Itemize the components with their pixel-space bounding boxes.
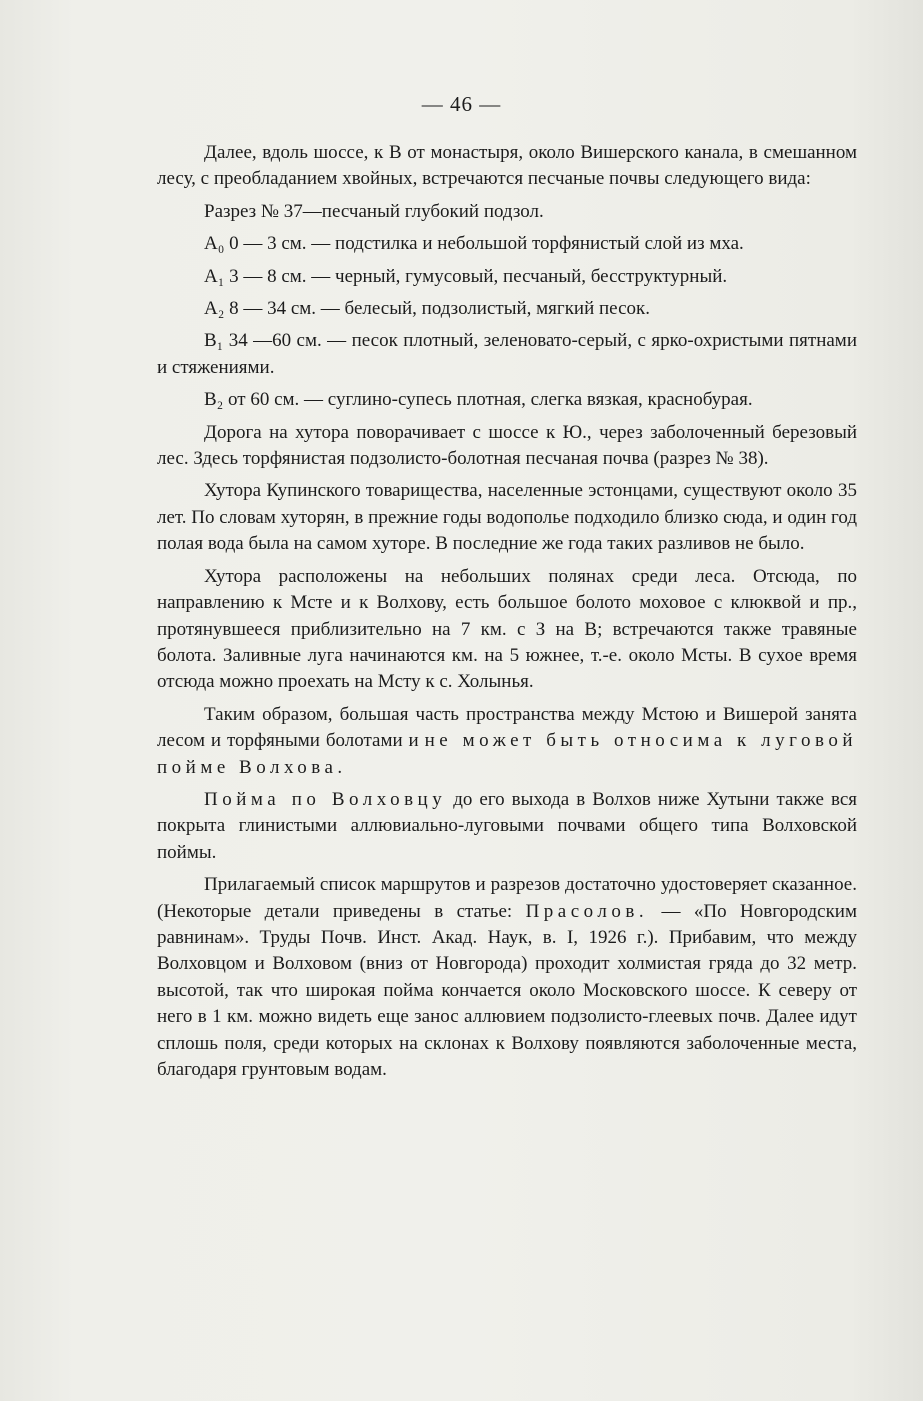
paragraph-12-text: до его выхода в Волхов ниже Хутыни также вся покрыта глинистыми аллювиально-луговыми почвами общего типа Волховской поймы. [157,788,858,863]
spaced-emphasis: Пойма по Волховцу [204,788,447,810]
paragraph-4: А₁ 3 — 8 см. — черный, гумусовый, песчаный, бесструктурный. [204,265,728,287]
paragraph-3: А₀ 0 — 3 см. — подстилка и небольшой торфянистый слой из мха. [204,233,744,255]
paragraph-13-text-continued: — «По Новгородским равнинам». Труды Почв. Инст. Акад. Наук, в. I, 1926 г.). Прибавим, что между Волховцом и Волховом (вниз от Новгорода) проходит холмистая гряда до 32 метр. высотой, так что широкая пойма кончается около Московского шоссе. К северу от него в 1 км. можно видеть еще занос аллювием подзолисто-глеевых почв. Далее идут сплошь поля, среди которых на склонах к Волхову появляются заболоченные места, благодаря грунтовым водам. [157,900,857,1080]
page-number: — 46 — [421,92,502,116]
paragraph-7: В₂ от 60 см. — суглино-супесь плотная, слегка вязкая, краснобурая. [204,389,753,411]
paragraph-11 [157,702,857,781]
author-name: Прасолов. [525,900,649,922]
body-text [157,140,857,1089]
paragraph-13-text: Прилагаемый список маршрутов и разрезов достаточно удостоверяет сказанное. (Некоторые детали приведены в статье: [157,874,857,922]
paragraph-11-text: Таким образом, большая часть пространства между Мстою и Вишерой занята лесом и торфяными болотами и [157,703,857,752]
paragraph-8: Дорога на хутора поворачивает с шоссе к Ю., через заболоченный березовый лес. Здесь торфянистая подзолисто-болотная песчаная почва (разрез № 38). [157,421,857,470]
paragraph-10: Хутора расположены на небольших полянах среди леса. Отсюда, по направлению к Мсте и к Волхову, есть большое болото моховое с клюквой и пр., протянувшееся приблизительно на 7 км. с З на В; встречаются также травяные болота. Заливные луга начинаются км. на 5 южнее, т.-е. около Мсты. В сухое время отсюда можно проехать на Мсту к с. Холынья. [157,565,857,693]
paragraph-13 [157,872,857,1083]
paragraph-12 [157,787,857,866]
spaced-emphasis: не может быть относима к луговой пойме Волхова. [157,730,857,778]
paragraph-2: Разрез № 37—песчаный глубокий подзол. [204,200,544,222]
paragraph-9: Хутора Купинского товарищества, населенные эстонцами, существуют около 35 лет. По словам хуторян, в прежние годы водополье подходило близко сюда, и один год полая вода была на самом хуторе. В последние же года таких разливов не было. [157,480,857,555]
paragraph-6: В₁ 34 —60 см. — песок плотный, зеленовато-серый, с ярко-охристыми пятнами и стяжениями. [157,330,857,378]
paragraph-1: Далее, вдоль шоссе, к В от монастыря, около Вишерского канала, в смешанном лесу, с преобладанием хвойных, встречаются песчаные почвы следующего вида: [157,142,857,190]
paragraph-5: А₂ 8 — 34 см. — белесый, подзолистый, мягкий песок. [204,298,650,320]
